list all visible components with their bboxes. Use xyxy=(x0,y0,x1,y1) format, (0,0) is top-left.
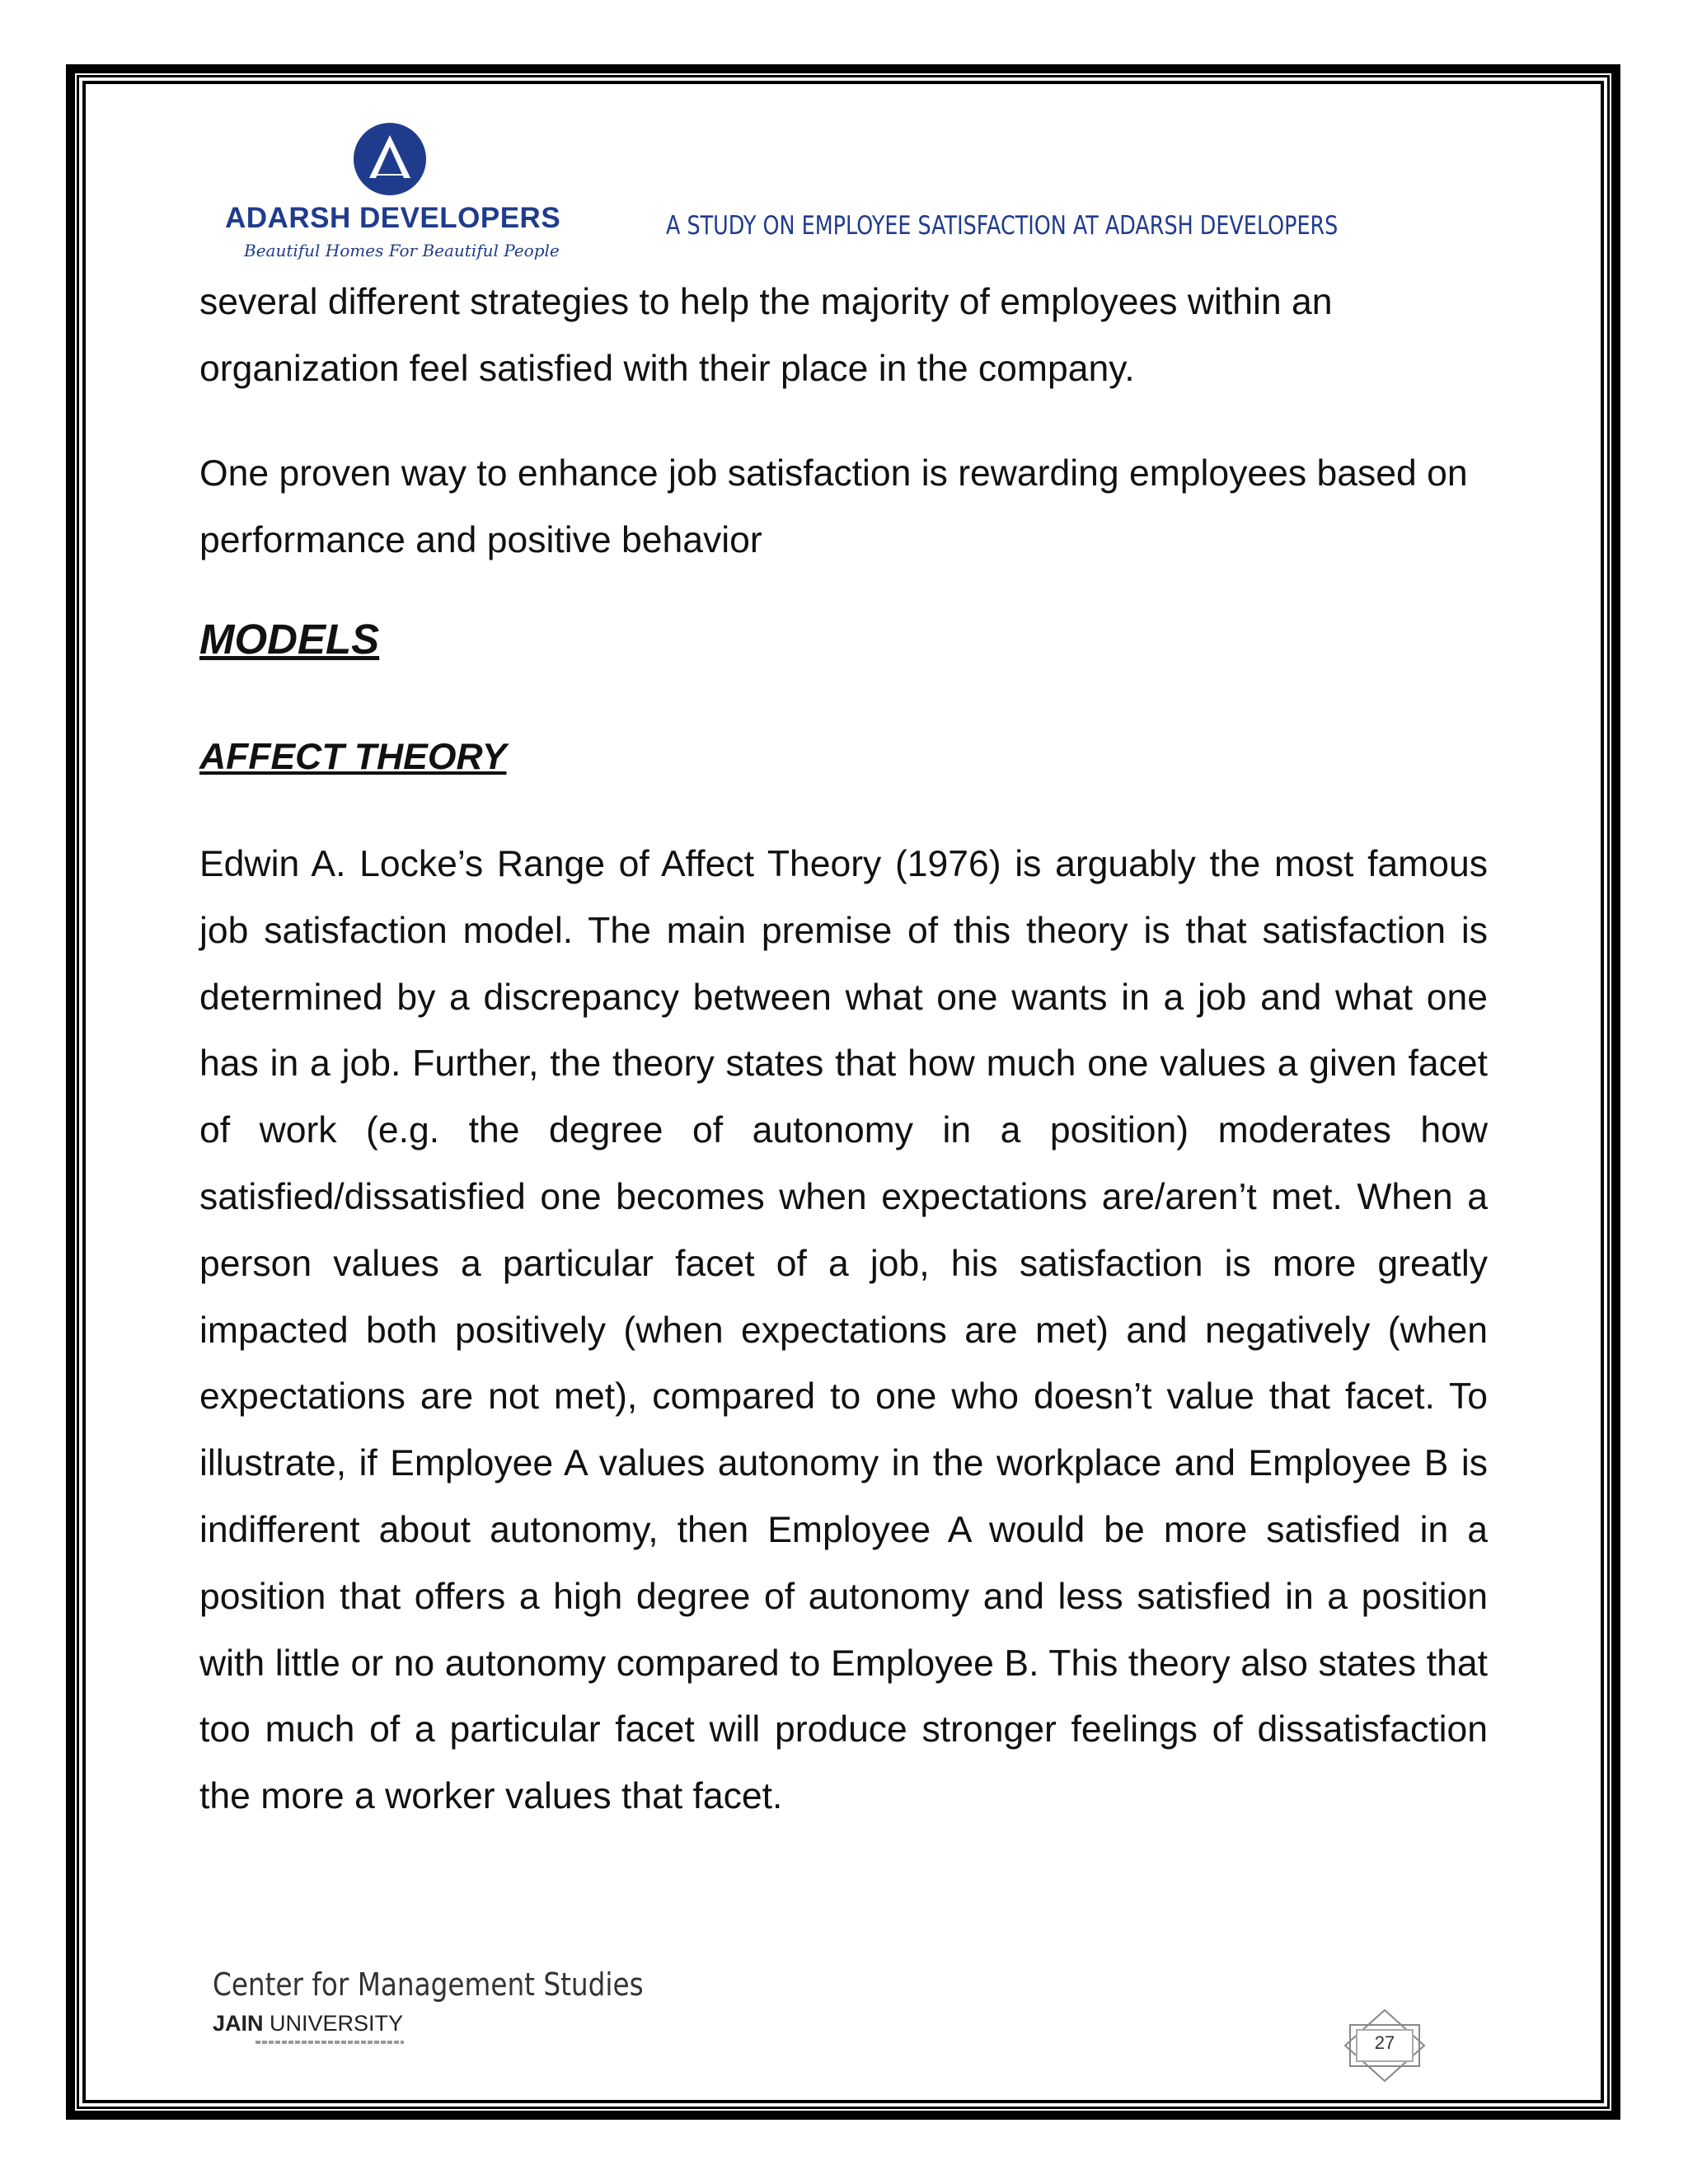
brand-tagline: Beautiful Homes For Beautiful People xyxy=(244,241,560,260)
paragraph-strategies: several different strategies to help the majority of employees within an organization feel satisfied with their place in the company. xyxy=(199,282,1333,389)
heading-affect-theory: AFFECT THEORY xyxy=(199,737,507,777)
adarsh-logo-icon xyxy=(353,122,427,196)
center-name: Center for Management Studies xyxy=(213,1966,644,2003)
university-name-rest: UNIVERSITY xyxy=(263,2011,404,2036)
paragraph-affect-theory: Edwin A. Locke’s Range of Affect Theory (1976) is arguably the most famous job satisfaction model. The main premise of this theory is that satisfaction is determined by a discrepancy between what one wants in a job and what one has in a job. Further, the theory states that how much one values a given facet of work (e.g. the degree of autonomy in a position) moderates how satisfied/dissatisfied one becomes when expectations are/aren’t met. When a person values a particular facet of a job, his satisfaction is more greatly impacted both positively (when expectations are met) and negatively (when expectations are not met), compared to one who doesn’t value that facet. To illustrate, if Employee A values autonomy in the workplace and Employee B is indifferent about autonomy, then Employee A would be more satisfied in a position that offers a high degree of autonomy and less satisfied in a position with little or no autonomy compared to Employee B. This theory also states that too much of a particular facet will produce stronger feelings of dissatisfaction the more a worker values that facet. xyxy=(199,844,1488,1817)
page-number: 27 xyxy=(1374,2032,1395,2053)
study-title: A STUDY ON EMPLOYEE SATISFACTION AT ADARSH DEVELOPERS xyxy=(666,211,1339,241)
university-fine-print xyxy=(256,2041,404,2044)
university-name-bold: JAIN xyxy=(213,2011,264,2036)
university-name xyxy=(213,2011,403,2036)
brand-name: ADARSH DEVELOPERS xyxy=(225,202,561,234)
paragraph-rewarding: One proven way to enhance job satisfaction is rewarding employees based on performance and positive behavior xyxy=(199,453,1468,560)
heading-models: MODELS xyxy=(199,616,380,663)
